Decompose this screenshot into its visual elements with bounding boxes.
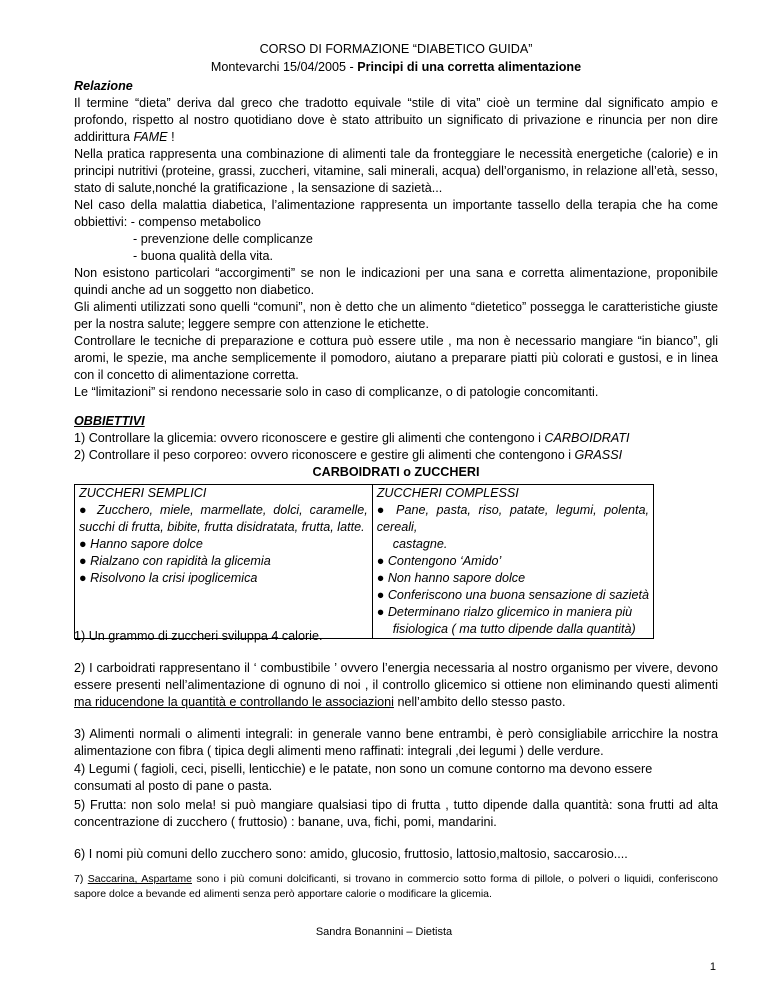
list-item: ● Hanno sapore dolce (79, 537, 203, 551)
point-7-text: sono i più comuni dolcificanti, si trovano in commercio sotto forma di pillole, o polveri o liquidi, conferiscono sapore dolce a bevande ed alimenti senza però apportare calorie o modificare la glicemia. (74, 873, 718, 900)
course-title: CORSO DI FORMAZIONE “DIABETICO GUIDA” (259, 42, 533, 56)
list-item: ● Pane, pasta, riso, patate, legumi, polenta, cereali, (376, 503, 649, 534)
list-item: ● Contengono ‘Amido’ (376, 554, 502, 568)
obiettivo-1-text: 1) Controllare la glicemia: ovvero riconoscere e gestire gli alimenti che contengono i (74, 431, 545, 445)
zuccheri-semplici-cell (75, 485, 373, 639)
paragraph-pratica: Nella pratica rappresenta una combinazione di alimenti tale da fronteggiare le necessità energetiche (calorie) e in principi nutritivi (proteine, grassi, zuccheri, vitamine, sali minerali, acqua) dell’organismo, in relazione all’età, sesso, stato di salute,nonché la gratificazione , la sensazione di sazietà... (74, 147, 718, 195)
place-date: Montevarchi 15/04/2005 - (210, 60, 358, 74)
list-item: fisiologica ( ma tutto dipende dalla quantità) (392, 622, 636, 636)
point-7 (74, 872, 718, 902)
relazione-heading: Relazione (74, 79, 133, 93)
point-2-text: 2) I carboidrati rappresentano il ‘ combustibile ’ ovvero l’energia necessaria al nostro organismo per vivere, devono essere presenti nell’alimentazione di ognuno di noi , il controllo glicemico si ottiene non eliminando questi alimenti (74, 661, 718, 692)
obiettivo-1-em: CARBOIDRATI (544, 431, 630, 445)
paragraph-alimenti: Gli alimenti utilizzati sono quelli “comuni”, non è detto che un alimento “dietetico” possegga le caratteristiche giuste per la nostra salute; leggere sempre con attenzione le etichette. (74, 300, 718, 331)
fame-word: FAME (133, 130, 168, 144)
table-row (75, 485, 654, 639)
paragraph-dieta-text: Il termine “dieta” deriva dal greco che tradotto equivale “stile di vita” cioè un termine dal significato ampio e profondo, rispetto al nostro quotidiano dove è stato attribuito un significato di privazione e rinuncia per non dire addirittura (74, 96, 718, 144)
zuccheri-table (74, 484, 654, 639)
paragraph-tecniche: Controllare le tecniche di preparazione e cottura può essere utile , ma non è necessario mangiare “in bianco”, gli aromi, le spezie, ma anche semplicemente il pomodoro, aiutano a preparare piatti più colorati e gustosi, e in linea con il concetto di alimentazione corretta. (74, 334, 718, 382)
obiettivo-item: obbiettivi: - compenso metabolico (74, 215, 261, 229)
obiettivo-item: - prevenzione delle complicanze (133, 232, 313, 246)
list-item: ● Rialzano con rapidità la glicemia (79, 554, 271, 568)
paragraph-malattia (74, 197, 718, 265)
list-item: ● Non hanno sapore dolce (376, 571, 526, 585)
obiettivo-1 (74, 430, 718, 447)
malattia-line: Nel caso della malattia diabetica, l’alimentazione rappresenta un importante tassello della terapia che ha come (74, 198, 718, 212)
zuccheri-semplici-title: ZUCCHERI SEMPLICI (79, 486, 207, 500)
obiettivo-2-text: 2) Controllare il peso corporeo: ovvero riconoscere e gestire gli alimenti che contengono i (74, 448, 575, 462)
obiettivo-2 (74, 447, 718, 464)
list-item: castagne. (392, 537, 448, 551)
point-6: 6) I nomi più comuni dello zucchero sono: amido, glucosio, fruttosio, lattosio,maltosio, saccarosio.... (74, 847, 628, 861)
sweeteners-names: Saccarina, Aspartame (87, 873, 192, 885)
list-item: ● Conferiscono una buona sensazione di sazietà (376, 588, 649, 602)
course-subtitle (74, 59, 718, 76)
footer-author: Sandra Bonannini – Dietista (315, 926, 453, 938)
paragraph-dieta (74, 95, 718, 146)
zuccheri-complessi-title: ZUCCHERI COMPLESSI (376, 486, 519, 500)
list-item: ● Risolvono la crisi ipoglicemica (79, 571, 258, 585)
point-2-underlined: ma riducendone la quantità e controllando le associazioni (74, 695, 394, 709)
point-1: 1) Un grammo di zuccheri sviluppa 4 calorie. (74, 629, 323, 643)
paragraph-accorgimenti: Non esistono particolari “accorgimenti” se non le indicazioni per una sana e corretta alimentazione, proponibile quindi anche ad un soggetto non diabetico. (74, 266, 718, 297)
point-3: 3) Alimenti normali o alimenti integrali: in generale vanno bene entrambi, è però consigliabile arricchire la nostra alimentazione con fibra ( tipica degli alimenti meno raffinati: integrali ,dei legumi ) delle verdure. (74, 727, 718, 758)
point-7-number: 7) (74, 873, 88, 885)
point-4 (74, 761, 718, 795)
zuccheri-complessi-cell (372, 485, 653, 639)
list-item: ● Determinano rialzo glicemico in maniera più (376, 605, 633, 619)
obiettivo-2-em: GRASSI (574, 448, 623, 462)
obiettivi-heading: OBBIETTIVI (74, 414, 145, 428)
point-2-end: nell’ambito dello stesso pasto. (393, 695, 566, 709)
paragraph-limitazioni: Le “limitazioni” si rendono necessarie solo in caso di complicanze, o di patologie concomitanti. (74, 385, 599, 399)
point-5: 5) Frutta: non solo mela! si può mangiare qualsiasi tipo di frutta , tutto dipende dalla quantità: sona frutti ad alta concentrazione di zucchero ( fruttosio) : banane, uva, fichi, pomi, mandarini. (74, 798, 718, 829)
topic-title: Principi di una corretta alimentazione (357, 60, 582, 74)
list-item: succhi di frutta, bibite, frutta disidratata, frutta, latte. (79, 520, 365, 534)
point-2 (74, 660, 718, 711)
carboidrati-heading: CARBOIDRATI o ZUCCHERI (312, 465, 480, 479)
point-4-line: 4) Legumi ( fagioli, ceci, piselli, lenticchie) e le patate, non sono un comune contorno ma devono essere (74, 762, 653, 776)
obiettivo-item: - buona qualità della vita. (133, 249, 274, 263)
page-number: 1 (709, 961, 716, 973)
list-item: ● Zucchero, miele, marmellate, dolci, caramelle, (79, 503, 368, 517)
paragraph-dieta-end: ! (167, 130, 175, 144)
point-4-line: consumati al posto di pane o pasta. (74, 779, 273, 793)
